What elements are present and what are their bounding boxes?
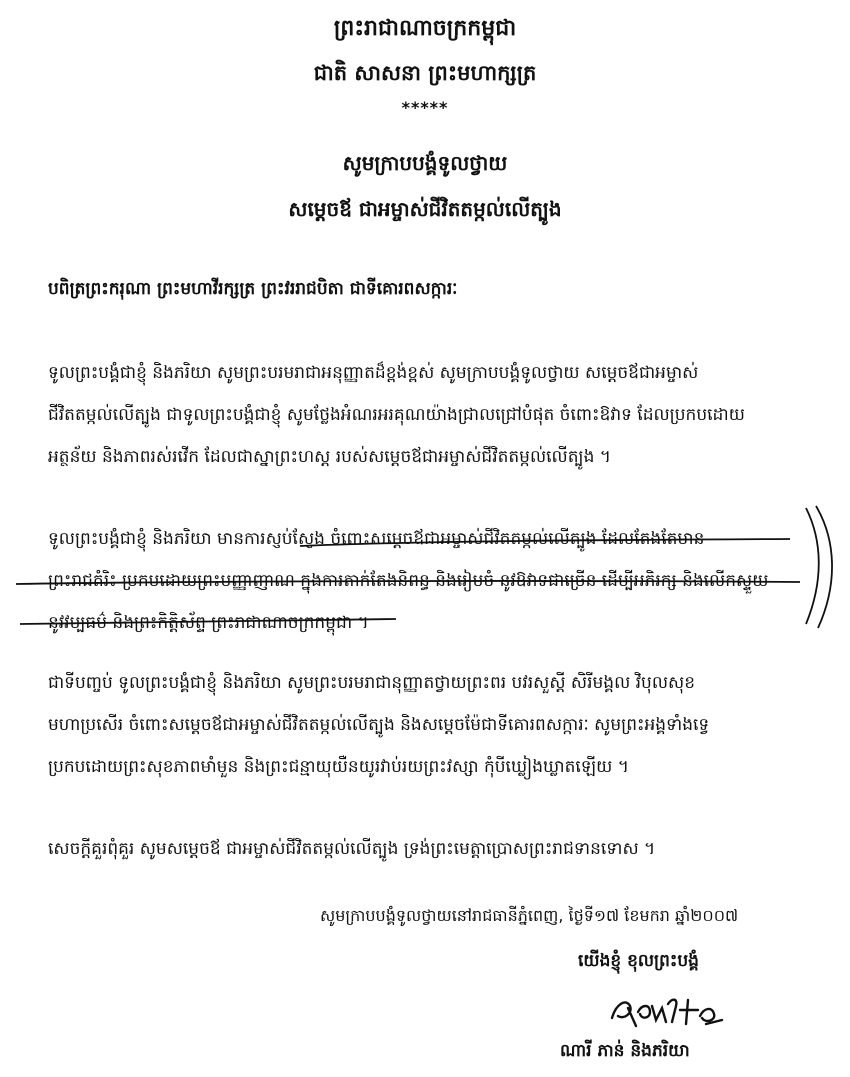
paragraph-line: មហាប្រសើរ ចំពោះសម្តេចឪជាអម្ចាស់ជីវិតតម្កល់លើត្បូង និងសម្តេចម៉ែជាទីគោរពសក្ការៈ សូមព្រះអង្គទាំងទ្វេ <box>48 715 710 735</box>
paragraph-line: នូវវប្បធម៌ និងព្រះកិត្តិស័ព្ទ ព្រះរាជាណាចក្រកម្ពុជា ។ <box>48 613 369 633</box>
paragraph-line: អត្ថន័យ និងភាពរស់រវើក ដែលជាស្នាព្រះហស្ត របស់សម្តេចឪជាអម្ចាស់ជីវិតតម្កល់លើត្បូង ។ <box>48 447 611 467</box>
subject-line-1: សូមក្រាបបង្គំទូលថ្វាយ <box>342 151 508 175</box>
paragraph-line: ជាទីបញ្ចប់ ទូលព្រះបង្គំជាខ្ញុំ និងភរិយា សូមព្រះបរមរាជានុញ្ញាតថ្វាយព្រះពរ បវរសួស្តី សិរីមង្គល វិបុលសុខ <box>48 673 696 693</box>
kingdom-heading: ព្រះរាជាណាចក្រកម្ពុជា <box>333 16 517 41</box>
paragraph-line: ព្រះរាជតំរិះ ប្រកបដោយព្រះបញ្ញាញាណ ក្នុងការតាក់តែងនិពន្ធ និងរៀបចំ នូវឱវាទជាច្រើន ដើម្បីអភិរក្ស និងលើកស្ទួយ <box>48 571 769 591</box>
subject-line-2: សម្តេចឪ ជាអម្ចាស់ជីវិតតម្កល់លើត្បូង <box>288 197 562 221</box>
respect-line: យើងខ្ញុំ ខុលព្រះបង្គំ <box>578 951 699 971</box>
salutation: បពិត្រព្រះករុណា ព្រះមហាវីរក្សត្រ ព្រះវររាជបិតា ជាទីគោរពសក្ការៈ <box>48 279 458 299</box>
paragraph-line: ប្រកបដោយព្រះសុខភាពមាំមួន និងព្រះជន្មាយុយឺនយូរវាប់រយព្រះវស្សា កុំបីឃ្លៀងឃ្លាតឡើយ ។ <box>48 757 629 777</box>
paragraph-line: ទូលព្រះបង្គំជាខ្ញុំ និងភរិយា មានការស្ញប់ស្ញែង ចំពោះសម្តេចឪជាអម្ចាស់ជីវិតតម្កល់លើត្បូង ដែលតែងតែមាន <box>48 529 705 549</box>
paragraph-3 <box>48 662 808 788</box>
signer-name: ណារី ភាន់ និងភរិយា <box>560 1041 690 1061</box>
paragraph-2 <box>48 518 808 644</box>
ornament-stars: ***** <box>401 98 449 117</box>
paragraph-4 <box>48 828 808 870</box>
paragraph-line: សេចក្តីគួរពុំគួរ សូមសម្តេចឪ ជាអម្ចាស់ជីវិតតម្កល់លើត្បូង ទ្រង់ព្រះមេត្តាប្រោសព្រះរាជទានទោស ។ <box>48 839 656 859</box>
paragraph-1 <box>48 352 808 478</box>
paragraph-line: ជីវិតតម្កល់លើត្បូង ជាទូលព្រះបង្គំជាខ្ញុំ សូមថ្លែងអំណរអរគុណយ៉ាងជ្រាលជ្រៅបំផុត ចំពោះឱវាទ ដែលប្រកបដោយ <box>48 405 745 425</box>
paragraph-line: ទូលព្រះបង្គំជាខ្ញុំ និងភរិយា សូមព្រះបរមរាជាអនុញ្ញាតដ៏ខ្ពង់ខ្ពស់ សូមក្រាបបង្គំទូលថ្វាយ សម្តេចឪជាអម្ចាស់ <box>48 363 699 383</box>
signature-image <box>606 986 726 1036</box>
dateline: សូមក្រាបបង្គំទូលថ្វាយនៅរាជធានីភ្នំពេញ, ថ្ងៃទី១៧ ខែមករា ឆ្នាំ២០០៧ <box>320 906 739 925</box>
national-motto: ជាតិ សាសនា ព្រះមហាក្សត្រ <box>313 61 537 85</box>
